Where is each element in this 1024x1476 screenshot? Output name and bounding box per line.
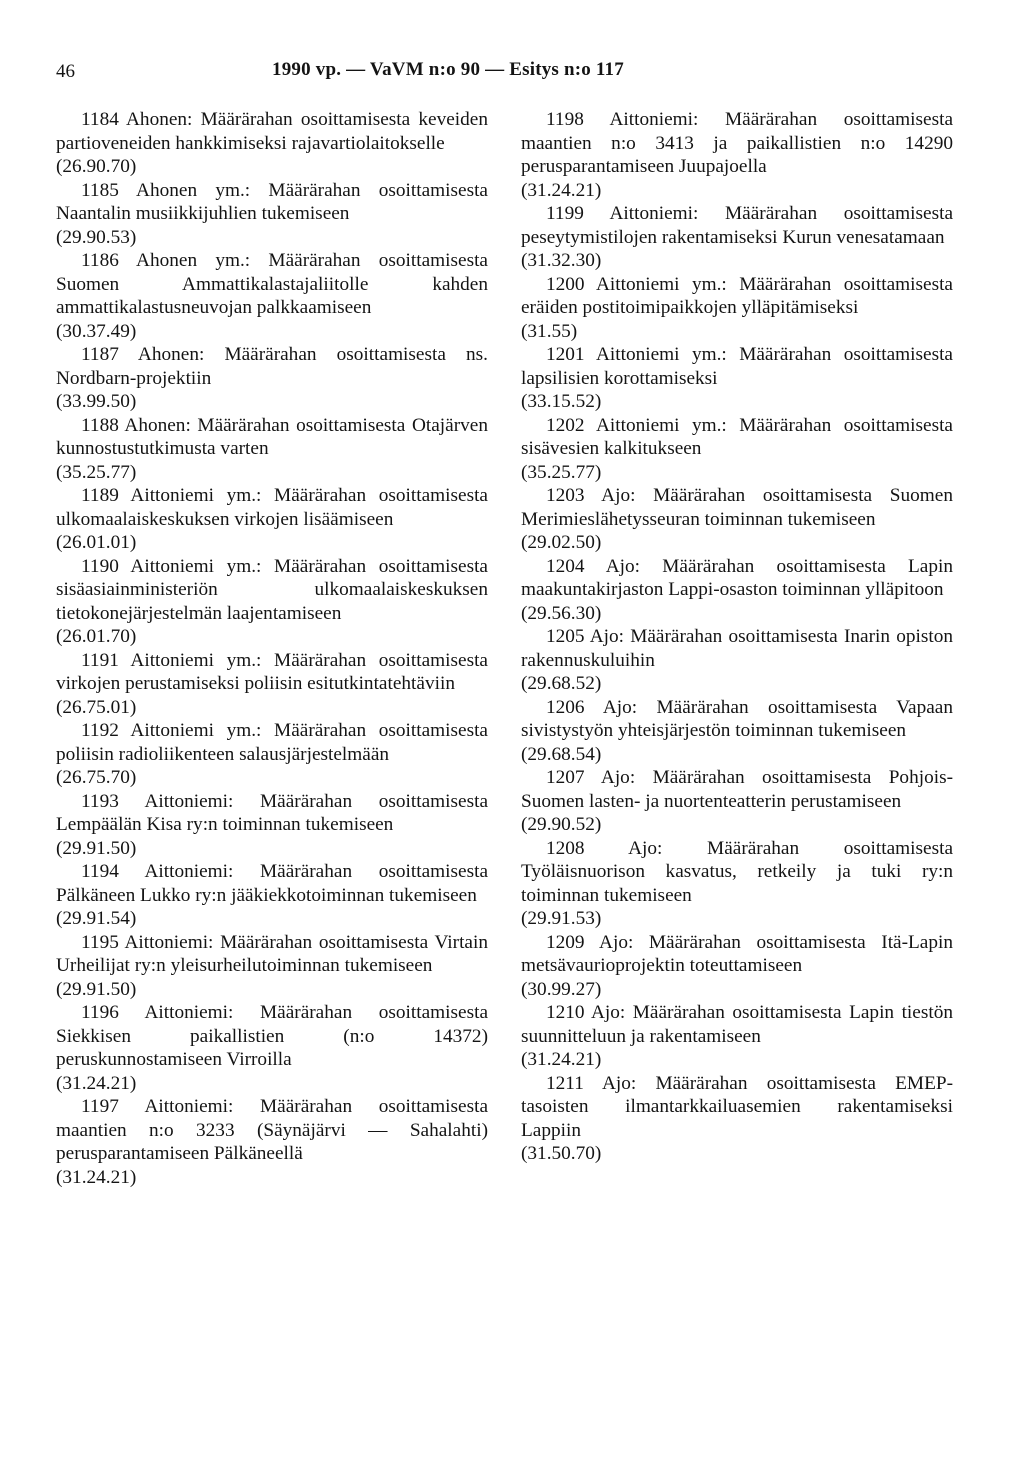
- budget-code: (35.25.77): [56, 461, 137, 483]
- budget-code: (31.24.21): [521, 179, 602, 201]
- motion-entry: [56, 179, 488, 250]
- motion-entry: [521, 931, 953, 1002]
- entry-text: 1192 Aittoniemi ym.: Määrärahan osoittamisesta poliisin radioliikenteen salausjärjestelmään: [56, 720, 488, 765]
- budget-code: (31.32.30): [521, 250, 602, 271]
- budget-code: (26.01.70): [56, 626, 137, 647]
- motion-entry: [521, 837, 953, 931]
- motion-entry: [56, 649, 488, 720]
- budget-code: (26.90.70): [56, 156, 137, 177]
- motion-entry: [56, 1095, 488, 1189]
- entry-text: 1187 Ahonen: Määrärahan osoittamisesta ns. Nordbarn-projektiin: [56, 344, 488, 389]
- motion-entry: [521, 414, 953, 485]
- motion-entry: [56, 484, 488, 555]
- entry-text: 1184 Ahonen: Määrärahan osoittamisesta keveiden partioveneiden hankkimiseksi rajavartiolaitokselle: [56, 109, 488, 154]
- motion-entry: [56, 931, 488, 1002]
- entry-text: 1204 Ajo: Määrärahan osoittamisesta Lapin maakuntakirjaston Lappi-osaston toiminnan ylläpitoon: [521, 555, 953, 600]
- entry-text: 1185 Ahonen ym.: Määrärahan osoittamisesta Naantalin musiikkijuhlien tukemiseen: [56, 179, 488, 224]
- entry-text: 1209 Ajo: Määrärahan osoittamisesta Itä-Lapin metsävaurioprojektin toteuttamiseen: [521, 931, 953, 976]
- motion-entry: [56, 414, 488, 485]
- motion-entry: [521, 343, 953, 414]
- motion-entry: [521, 766, 953, 837]
- budget-code: (35.25.77): [521, 461, 602, 483]
- entry-text: 1196 Aittoniemi: Määrärahan osoittamisesta Siekkisen paikallistien (n:o 14372) peruskunnostamiseen Virroilla: [56, 1002, 488, 1070]
- budget-code: (29.68.54): [521, 743, 602, 765]
- entry-text: 1205 Ajo: Määrärahan osoittamisesta Inarin opiston rakennuskuluihin: [521, 626, 953, 671]
- budget-code: (29.91.54): [56, 908, 137, 929]
- entry-text: 1191 Aittoniemi ym.: Määrärahan osoittamisesta virkojen perustamiseksi poliisin esitutkintatehtäviin: [56, 649, 488, 694]
- entry-text: 1207 Ajo: Määrärahan osoittamisesta Pohjois-Suomen lasten- ja nuortenteatterin perustamiseen: [521, 767, 953, 812]
- budget-code: (29.90.52): [521, 814, 602, 835]
- entry-text: 1194 Aittoniemi: Määrärahan osoittamisesta Pälkäneen Lukko ry:n jääkiekkotoiminnan tukemiseen: [56, 861, 488, 906]
- budget-code: (30.37.49): [56, 320, 137, 342]
- entry-text: 1200 Aittoniemi ym.: Määrärahan osoittamisesta eräiden postitoimipaikkojen ylläpitämiseksi: [521, 273, 953, 318]
- motion-entry: [521, 696, 953, 767]
- motion-entry: [56, 860, 488, 931]
- page-number: 46: [56, 61, 75, 82]
- budget-code: (31.50.70): [521, 1143, 602, 1164]
- budget-code: (31.24.21): [56, 1072, 137, 1094]
- entry-text: 1199 Aittoniemi: Määrärahan osoittamisesta peseytymistilojen rakentamiseksi Kurun venesatamaan: [521, 203, 953, 248]
- budget-code: (33.99.50): [56, 391, 137, 412]
- budget-code: (29.90.53): [56, 226, 137, 248]
- motion-entry: [56, 555, 488, 649]
- motion-entry: [56, 343, 488, 414]
- budget-code: (31.24.21): [521, 1049, 602, 1070]
- motion-entry: [56, 249, 488, 343]
- motion-entry: [56, 1001, 488, 1095]
- motion-entry: [521, 555, 953, 626]
- motion-entry: [56, 108, 488, 179]
- entry-text: 1193 Aittoniemi: Määrärahan osoittamisesta Lempäälän Kisa ry:n toiminnan tukemiseen: [56, 790, 488, 835]
- entry-text: 1197 Aittoniemi: Määrärahan osoittamisesta maantien n:o 3233 (Säynäjärvi — Sahalahti) perusparantamiseen Pälkäneellä: [56, 1096, 488, 1164]
- budget-code: (31.24.21): [56, 1166, 137, 1188]
- budget-code: (29.56.30): [521, 602, 602, 624]
- motion-entry: [521, 625, 953, 696]
- budget-code: (26.75.70): [56, 767, 137, 788]
- budget-code: (29.91.50): [56, 978, 137, 1000]
- entry-text: 1203 Ajo: Määrärahan osoittamisesta Suomen Merimieslähetysseuran toiminnan tukemiseen: [521, 485, 953, 530]
- page-header: [0, 50, 1024, 80]
- left-column: [56, 108, 488, 1189]
- budget-code: (29.91.50): [56, 837, 137, 859]
- entry-text: 1208 Ajo: Määrärahan osoittamisesta Työläisnuorison kasvatus, retkeily ja tuki ry:n toiminnan tukemiseen: [521, 837, 953, 906]
- motion-entry: [56, 719, 488, 790]
- budget-code: (29.02.50): [521, 532, 602, 553]
- entry-text: 1188 Ahonen: Määrärahan osoittamisesta Otajärven kunnostustutkimusta varten: [56, 414, 488, 459]
- right-column: [521, 108, 953, 1166]
- budget-code: (26.01.01): [56, 532, 137, 553]
- entry-text: 1211 Ajo: Määrärahan osoittamisesta EMEP-tasoisten ilmantarkkailuasemien rakentamiseksi Lappiin: [521, 1072, 953, 1141]
- entry-text: 1190 Aittoniemi ym.: Määrärahan osoittamisesta sisäasiainministeriön ulkomaalaiskeskuksen tietokonejärjestelmän laajentamiseen: [56, 555, 488, 624]
- motion-entry: [56, 790, 488, 861]
- budget-code: (29.91.53): [521, 908, 602, 929]
- motion-entry: [521, 484, 953, 555]
- budget-code: (31.55): [521, 320, 578, 342]
- budget-code: (29.68.52): [521, 673, 602, 694]
- entry-text: 1189 Aittoniemi ym.: Määrärahan osoittamisesta ulkomaalaiskeskuksen virkojen lisäämiseen: [56, 485, 488, 530]
- entry-text: 1206 Ajo: Määrärahan osoittamisesta Vapaan sivistystyön yhteisjärjestön toiminnan tukemiseen: [521, 696, 953, 741]
- motion-entry: [521, 1001, 953, 1072]
- running-head: 1990 vp. — VaVM n:o 90 — Esitys n:o 117: [272, 59, 624, 80]
- motion-entry: [521, 108, 953, 202]
- entry-text: 1210 Ajo: Määrärahan osoittamisesta Lapin tiestön suunnitteluun ja rakentamiseen: [521, 1002, 953, 1047]
- budget-code: (33.15.52): [521, 391, 602, 412]
- entry-text: 1195 Aittoniemi: Määrärahan osoittamisesta Virtain Urheilijat ry:n yleisurheilutoiminnan tukemiseen: [56, 931, 488, 976]
- budget-code: (26.75.01): [56, 696, 137, 718]
- entry-text: 1198 Aittoniemi: Määrärahan osoittamisesta maantien n:o 3413 ja paikallistien n:o 14290 perusparantamiseen Juupajoella: [521, 109, 953, 177]
- entry-text: 1186 Ahonen ym.: Määrärahan osoittamisesta Suomen Ammattikalastajaliitolle kahden ammattikalastusneuvojan palkkaamiseen: [56, 250, 488, 318]
- entry-text: 1201 Aittoniemi ym.: Määrärahan osoittamisesta lapsilisien korottamiseksi: [521, 344, 953, 389]
- entry-text: 1202 Aittoniemi ym.: Määrärahan osoittamisesta sisävesien kalkitukseen: [521, 414, 953, 459]
- motion-entry: [521, 202, 953, 273]
- motion-entry: [521, 273, 953, 344]
- budget-code: (30.99.27): [521, 978, 602, 1000]
- motion-entry: [521, 1072, 953, 1166]
